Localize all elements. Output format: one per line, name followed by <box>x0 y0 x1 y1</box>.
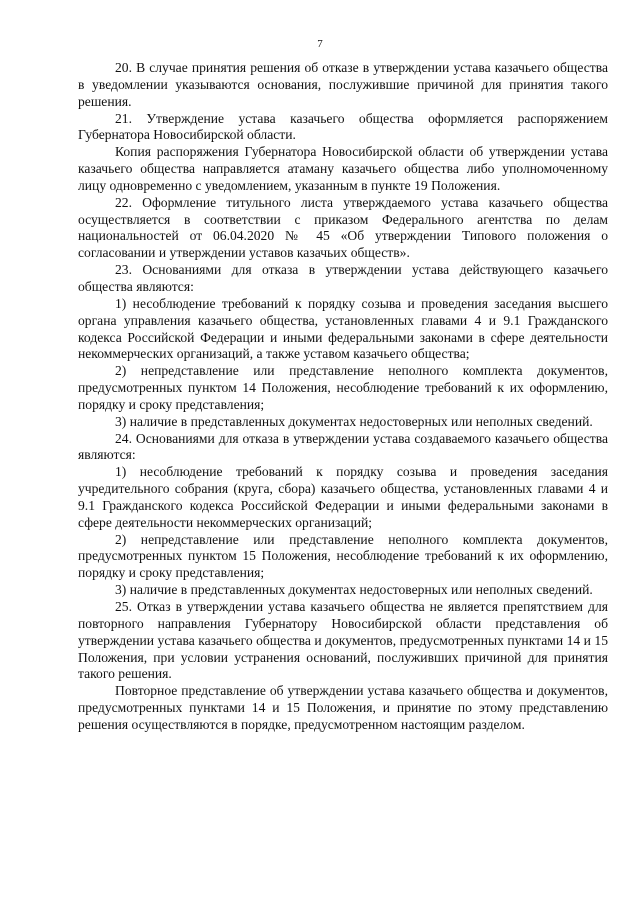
paragraph-23: 23. Основаниями для отказа в утверждении устава действующего казачьего общества являются: <box>78 262 608 294</box>
paragraph-23-item-2: 2) непредставление или представление неполного комплекта документов, предусмотренных пунктом 14 Положения, несоблюдение требований к их оформлению, порядку и сроку представления; <box>78 363 608 412</box>
paragraph-25-repeat: Повторное представление об утверждении устава казачьего общества и документов, предусмотренных пунктами 14 и 15 Положения, и принятие по этому представлению решения осуществляются в порядке, предусмотренном настоящим разделом. <box>78 683 608 732</box>
paragraph-20: 20. В случае принятия решения об отказе в утверждении устава казачьего общества в уведомлении указываются основания, послужившие причиной для принятия такого решения. <box>78 60 608 109</box>
paragraph-21-copy: Копия распоряжения Губернатора Новосибирской области об утверждении устава казачьего общества направляется атаману казачьего общества либо уполномоченному лицу одновременно с уведомлением, указанным в пункте 19 Положения. <box>78 144 608 193</box>
paragraph-24-item-1: 1) несоблюдение требований к порядку созыва и проведения заседания учредительного собрания (круга, сбора) казачьего общества, установленных главами 4 и 9.1 Гражданского кодекса Российской Федерации и иными федеральными законами в сфере деятельности некоммерческих организаций; <box>78 464 608 530</box>
paragraph-23-item-1: 1) несоблюдение требований к порядку созыва и проведения заседания высшего органа управления казачьего общества, установленных главами 4 и 9.1 Гражданского кодекса Российской Федерации и иными федеральными законами в сфере деятельности некоммерческих организаций, а также уставом казачьего общества; <box>78 295 608 362</box>
document-body <box>78 60 608 734</box>
paragraph-24-item-3: 3) наличие в представленных документах недостоверных или неполных сведений. <box>115 582 593 598</box>
page-number: 7 <box>317 38 323 50</box>
paragraph-21: 21. Утверждение устава казачьего общества оформляется распоряжением Губернатора Новосибирской области. <box>78 110 608 143</box>
paragraph-23-item-3: 3) наличие в представленных документах недостоверных или неполных сведений. <box>115 413 593 429</box>
paragraph-22: 22. Оформление титульного листа утверждаемого устава казачьего общества осуществляется в соответствии с приказом Федерального агентства по делам национальностей от 06.04.2020 № 45 «Об утверждении Типового положения о согласовании и утверждении уставов казачьих обществ». <box>78 194 608 261</box>
paragraph-24-item-2: 2) непредставление или представление неполного комплекта документов, предусмотренных пунктом 15 Положения, несоблюдение требований к их оформлению, порядку и сроку представления; <box>78 531 608 581</box>
paragraph-25: 25. Отказ в утверждении устава казачьего общества не является препятствием для повторного направления Губернатору Новосибирской области представления об утверждении устава казачьего общества и документов, предусмотренных пунктами 14 и 15 Положения, при условии устранения оснований, послуживших причиной для принятия такого решения. <box>78 599 608 682</box>
paragraph-24: 24. Основаниями для отказа в утверждении устава создаваемого казачьего общества являются: <box>78 430 608 463</box>
